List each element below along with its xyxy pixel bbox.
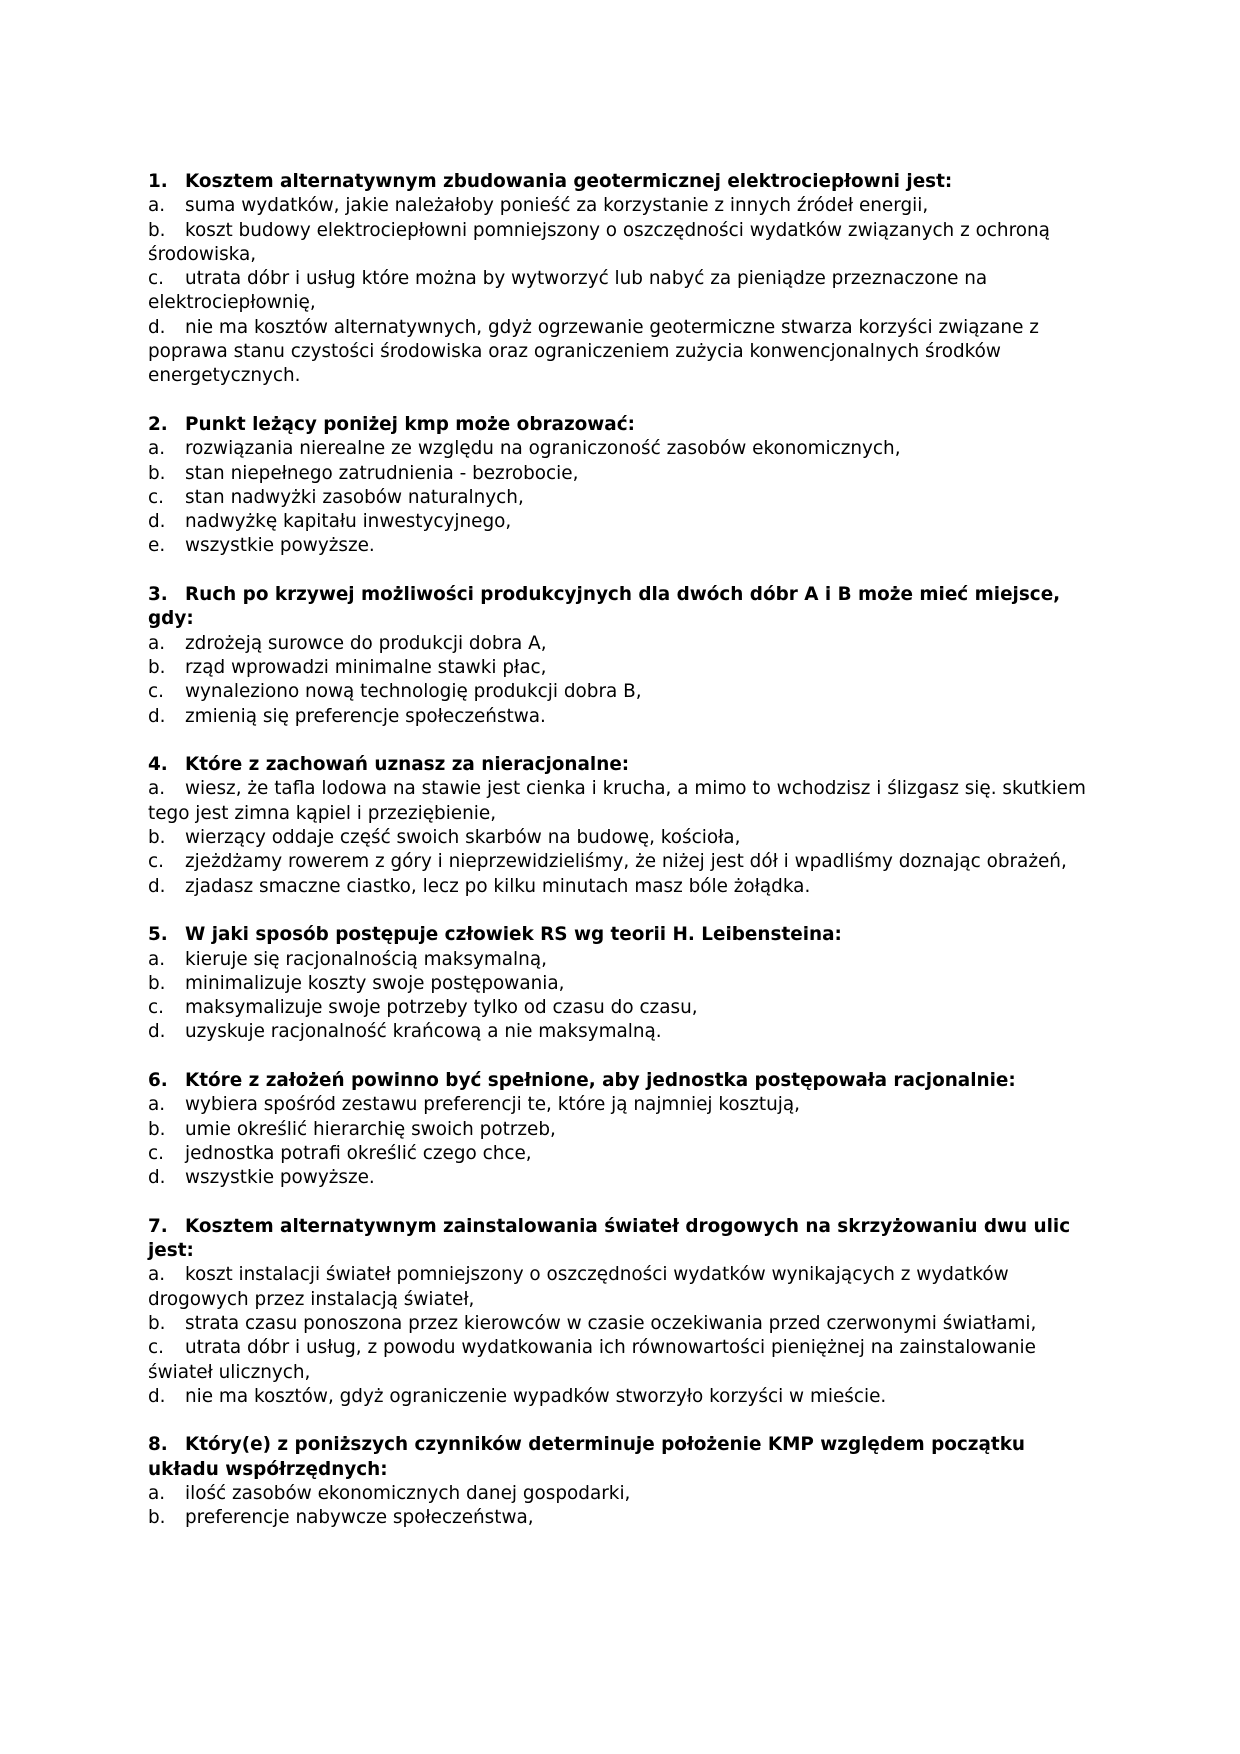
question-8 [148, 1433, 1093, 1530]
answer-text: kieruje się racjonalnością maksymalną, [185, 948, 547, 970]
answer-option [148, 996, 1093, 1020]
answer-letter: b. [148, 827, 166, 849]
answer-option [148, 850, 1093, 874]
question-4 [148, 753, 1093, 899]
question-heading [148, 413, 1093, 437]
answer-letter: c. [148, 1337, 164, 1359]
question-number: 4. [148, 754, 168, 776]
answer-letter: a. [148, 195, 166, 217]
answer-text: nadwyżkę kapitału inwestycyjnego, [185, 511, 512, 533]
answer-text: strata czasu ponoszona przez kierowców w czasie oczekiwania przed czerwonymi światłami, [185, 1312, 1037, 1334]
answer-option [148, 680, 1093, 704]
answer-letter: c. [148, 851, 164, 873]
answer-option [148, 1336, 1093, 1385]
answer-letter: b. [148, 1507, 166, 1529]
answer-text: rząd wprowadzi minimalne stawki płac, [185, 656, 547, 678]
answer-text: minimalizuje koszty swoje postępowania, [185, 972, 565, 994]
answer-text: wszystkie powyższe. [185, 1167, 375, 1189]
answer-letter: e. [148, 535, 166, 557]
question-heading [148, 1069, 1093, 1093]
answer-letter: b. [148, 972, 166, 994]
answer-option [148, 486, 1093, 510]
answer-text: stan nadwyżki zasobów naturalnych, [185, 486, 524, 508]
answer-list [148, 1263, 1093, 1409]
answer-text: koszt budowy elektrociepłowni pomniejszony o oszczędności wydatków związanych z ochroną środowiska, [148, 219, 1050, 265]
answer-letter: a. [148, 1094, 166, 1116]
question-3 [148, 583, 1093, 729]
answer-letter: a. [148, 1483, 166, 1505]
answer-option [148, 705, 1093, 729]
answer-text: stan niepełnego zatrudnienia - bezrobocie, [185, 462, 579, 484]
question-text: Ruch po krzywej możliwości produkcyjnych dla dwóch dóbr A i B może mieć miejsce, gdy: [148, 584, 1061, 630]
answer-option [148, 534, 1093, 558]
answer-text: jednostka potrafi określić czego chce, [185, 1142, 532, 1164]
answer-text: wybiera spośród zestawu preferencji te, które ją najmniej kosztują, [185, 1094, 800, 1116]
answer-list [148, 948, 1093, 1045]
answer-letter: b. [148, 1118, 166, 1140]
answer-letter: c. [148, 268, 164, 290]
answer-letter: a. [148, 778, 166, 800]
answer-text: wierzący oddaje część swoich skarbów na budowę, kościoła, [185, 827, 741, 849]
question-heading [148, 170, 1093, 194]
answer-letter: d. [148, 1021, 166, 1043]
answer-letter: a. [148, 1264, 166, 1286]
answer-text: rozwiązania nierealne ze względu na ograniczoność zasobów ekonomicznych, [185, 438, 901, 460]
answer-text: zjadasz smaczne ciastko, lecz po kilku minutach masz bóle żołądka. [185, 875, 811, 897]
question-number: 8. [148, 1434, 168, 1456]
answer-text: koszt instalacji świateł pomniejszony o oszczędności wydatków wynikających z wydatków drogowych przez instalacją świateł, [148, 1264, 1009, 1310]
answer-list [148, 777, 1093, 898]
question-text: Kosztem alternatywnym zbudowania geotermicznej elektrociepłowni jest: [185, 171, 953, 192]
answer-option [148, 510, 1093, 534]
answer-letter: d. [148, 875, 166, 897]
answer-option [148, 1020, 1093, 1044]
answer-text: zmienią się preferencje społeczeństwa. [185, 705, 546, 727]
answer-letter: b. [148, 1312, 166, 1334]
question-heading [148, 923, 1093, 947]
question-6 [148, 1069, 1093, 1190]
answer-option [148, 632, 1093, 656]
answer-letter: b. [148, 656, 166, 678]
question-text: Który(e) z poniższych czynników determinuje położenie KMP względem początku układu współrzędnych: [148, 1434, 1026, 1480]
answer-text: utrata dóbr i usług które można by wytworzyć lub nabyć za pieniądze przeznaczone na elektrociepłownię, [148, 268, 988, 314]
answer-list [148, 194, 1093, 388]
answer-text: uzyskuje racjonalność krańcową a nie maksymalną. [185, 1021, 662, 1043]
answer-list [148, 1482, 1093, 1531]
answer-option [148, 219, 1093, 268]
question-number: 5. [148, 924, 168, 946]
answer-text: utrata dóbr i usług, z powodu wydatkowania ich równowartości pieniężnej na zainstalowanie świateł ulicznych, [148, 1337, 1036, 1383]
answer-text: nie ma kosztów alternatywnych, gdyż ogrzewanie geotermiczne stwarza korzyści związane z poprawa stanu czystości środowiska oraz ograniczeniem zużycia konwencjonalnych środków energetycznych. [148, 316, 1039, 387]
answer-option [148, 437, 1093, 461]
answer-option [148, 972, 1093, 996]
answer-text: wszystkie powyższe. [185, 535, 375, 557]
answer-letter: c. [148, 681, 164, 703]
answer-option [148, 267, 1093, 316]
answer-text: maksymalizuje swoje potrzeby tylko od czasu do czasu, [185, 997, 698, 1019]
document-body [148, 170, 1093, 1555]
answer-option [148, 1482, 1093, 1506]
question-text: Które z założeń powinno być spełnione, aby jednostka postępowała racjonalnie: [185, 1069, 1016, 1091]
answer-list [148, 632, 1093, 729]
question-heading [148, 1215, 1093, 1264]
answer-option [148, 1385, 1093, 1409]
question-heading [148, 753, 1093, 777]
answer-option [148, 1312, 1093, 1336]
answer-option [148, 1093, 1093, 1117]
answer-letter: b. [148, 462, 166, 484]
answer-option [148, 656, 1093, 680]
answer-option [148, 1263, 1093, 1312]
answer-text: wiesz, że tafla lodowa na stawie jest cienka i krucha, a mimo to wchodzisz i ślizgasz się. skutkiem tego jest zimna kąpiel i przeziębienie, [148, 778, 1086, 824]
answer-letter: d. [148, 705, 166, 727]
question-number: 7. [148, 1215, 168, 1237]
answer-option [148, 1506, 1093, 1530]
answer-option [148, 1118, 1093, 1142]
answer-letter: a. [148, 438, 166, 460]
question-number: 1. [148, 171, 168, 192]
answer-option [148, 316, 1093, 389]
answer-list [148, 437, 1093, 558]
answer-letter: c. [148, 1142, 164, 1164]
answer-letter: d. [148, 1385, 166, 1407]
question-2 [148, 413, 1093, 559]
answer-text: preferencje nabywcze społeczeństwa, [185, 1507, 534, 1529]
answer-option [148, 826, 1093, 850]
answer-text: nie ma kosztów, gdyż ograniczenie wypadków stworzyło korzyści w mieście. [185, 1385, 887, 1407]
question-text: W jaki sposób postępuje człowiek RS wg teorii H. Leibensteina: [185, 924, 842, 946]
answer-letter: d. [148, 316, 166, 338]
answer-letter: d. [148, 1167, 166, 1189]
question-heading [148, 1433, 1093, 1482]
answer-letter: a. [148, 632, 166, 654]
answer-text: ilość zasobów ekonomicznych danej gospodarki, [185, 1483, 631, 1505]
answer-option [148, 1166, 1093, 1190]
question-number: 2. [148, 413, 168, 435]
answer-option [148, 462, 1093, 486]
answer-text: umie określić hierarchię swoich potrzeb, [185, 1118, 556, 1140]
answer-option [148, 948, 1093, 972]
question-5 [148, 923, 1093, 1044]
question-text: Kosztem alternatywnym zainstalowania świateł drogowych na skrzyżowaniu dwu ulic jest: [148, 1215, 1071, 1262]
question-number: 6. [148, 1069, 168, 1091]
answer-letter: d. [148, 511, 166, 533]
answer-letter: c. [148, 997, 164, 1019]
question-7 [148, 1215, 1093, 1409]
answer-text: zjeżdżamy rowerem z góry i nieprzewidzieliśmy, że niżej jest dół i wpadliśmy doznając obrażeń, [185, 851, 1067, 873]
answer-letter: b. [148, 219, 166, 241]
question-number: 3. [148, 584, 168, 606]
answer-list [148, 1093, 1093, 1190]
answer-text: zdrożeją surowce do produkcji dobra A, [185, 632, 547, 654]
answer-option [148, 1142, 1093, 1166]
answer-text: suma wydatków, jakie należałoby ponieść za korzystanie z innych źródeł energii, [185, 195, 929, 217]
answer-option [148, 194, 1093, 218]
question-heading [148, 583, 1093, 632]
answer-option [148, 777, 1093, 826]
question-text: Które z zachowań uznasz za nieracjonalne: [185, 754, 630, 776]
answer-letter: c. [148, 486, 164, 508]
answer-text: wynaleziono nową technologię produkcji dobra B, [185, 681, 642, 703]
question-text: Punkt leżący poniżej kmp może obrazować: [185, 413, 635, 435]
question-1 [148, 170, 1093, 389]
answer-option [148, 875, 1093, 899]
answer-letter: a. [148, 948, 166, 970]
